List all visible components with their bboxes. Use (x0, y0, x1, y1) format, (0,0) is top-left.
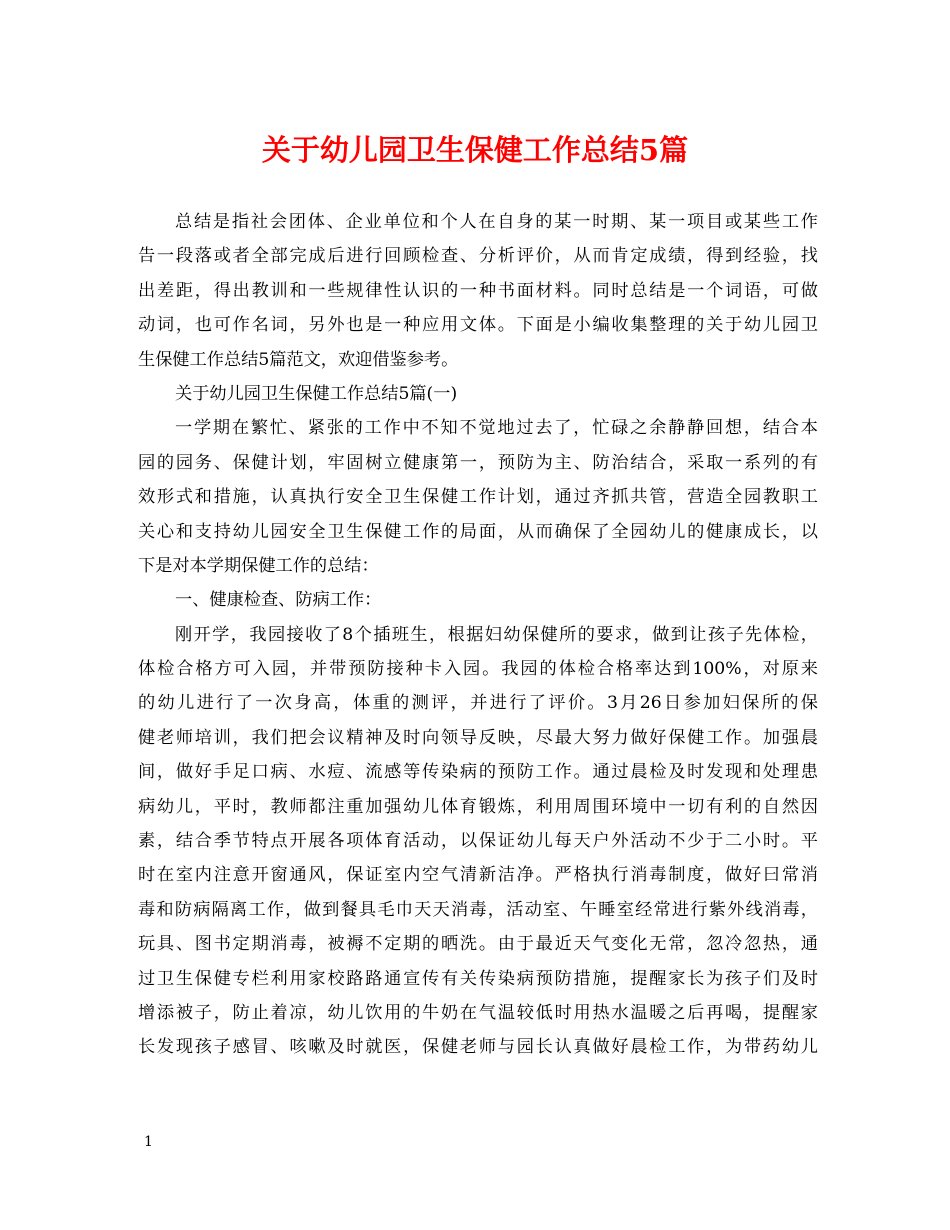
paragraph-line: 动词，也可作名词，另外也是一种应用文体。下面是小编收集整理的关于幼儿园卫 (138, 315, 818, 336)
paragraph-line: 关心和支持幼儿园安全卫生保健工作的局面，从而确保了全园幼儿的健康成长，以 (138, 521, 818, 542)
section-heading: 一、健康检查、防病工作： (175, 590, 382, 611)
paragraph-line: 告一段落或者全部完成后进行回顾检查、分析评价，从而肯定成绩，得到经验，找 (138, 246, 818, 267)
paragraph-line: 间，做好手足口病、水痘、流感等传染病的预防工作。通过晨检及时发现和处理患 (138, 762, 818, 783)
document-title: 关于幼儿园卫生保健工作总结5篇 (261, 133, 689, 167)
paragraph-line: 玩具、图书定期消毒，被褥不定期的晒洗。由于最近天气变化无常，忽冷忽热，通 (138, 934, 818, 955)
paragraph-line: 体检合格方可入园，并带预防接种卡入园。我园的体检合格率达到100%，对原来 (138, 659, 818, 680)
paragraph-line: 的幼儿进行了一次身高，体重的测评，并进行了评价。3月26日参加妇保所的保 (138, 693, 818, 714)
paragraph-line: 过卫生保健专栏利用家校路路通宣传有关传染病预防措施，提醒家长为孩子们及时 (138, 968, 818, 989)
paragraph-line: 病幼儿，平时，教师都注重加强幼儿体育锻炼，利用周围环境中一切有利的自然因 (138, 796, 818, 817)
paragraph-line: 出差距，得出教训和一些规律性认识的一种书面材料。同时总结是一个词语，可做 (138, 280, 818, 301)
paragraph-line: 刚开学，我园接收了8个插班生，根据妇幼保健所的要求，做到让孩子先体检， (175, 624, 818, 645)
document-body (138, 205, 818, 1065)
paragraph-line: 增添被子，防止着凉，幼儿饮用的牛奶在气温较低时用热水温暖之后再喝，提醒家 (138, 1002, 818, 1023)
paragraph-line: 时在室内注意开窗通风，保证室内空气清新洁净。严格执行消毒制度，做好曰常消 (138, 865, 818, 886)
paragraph-line: 生保健工作总结5篇范文，欢迎借鉴参考。 (138, 349, 459, 370)
paragraph-line: 健老师培训，我们把会议精神及时向领导反映，尽最大努力做好保健工作。加强晨 (138, 727, 818, 748)
paragraph-line: 总结是指社会团体、企业单位和个人在自身的某一时期、某一项目或某些工作 (175, 212, 818, 232)
paragraph-line: 下是对本学期保健工作的总结： (138, 555, 379, 576)
paragraph-line: 一学期在繁忙、紧张的工作中不知不觉地过去了，忙碌之余静静回想，结合本 (175, 418, 818, 439)
paragraph-line: 毒和防病隔离工作，做到餐具毛巾天天消毒，活动室、午睡室经常进行紫外线消毒， (138, 899, 818, 920)
page-number: 1 (144, 1134, 153, 1150)
paragraph-line: 素，结合季节特点开展各项体育活动，以保证幼儿每天户外活动不少于二小时。平 (138, 831, 818, 852)
section-heading: 关于幼儿园卫生保健工作总结5篇(一) (175, 383, 458, 404)
paragraph-line: 长发现孩子感冒、咳嗽及时就医，保健老师与园长认真做好晨检工作，为带药幼儿 (138, 1037, 818, 1058)
paragraph-line: 效形式和措施，认真执行安全卫生保健工作计划，通过齐抓共管，营造全园教职工 (138, 487, 818, 508)
paragraph-line: 园的园务、保健计划，牢固树立健康第一，预防为主、防治结合，采取一系列的有 (138, 452, 818, 473)
